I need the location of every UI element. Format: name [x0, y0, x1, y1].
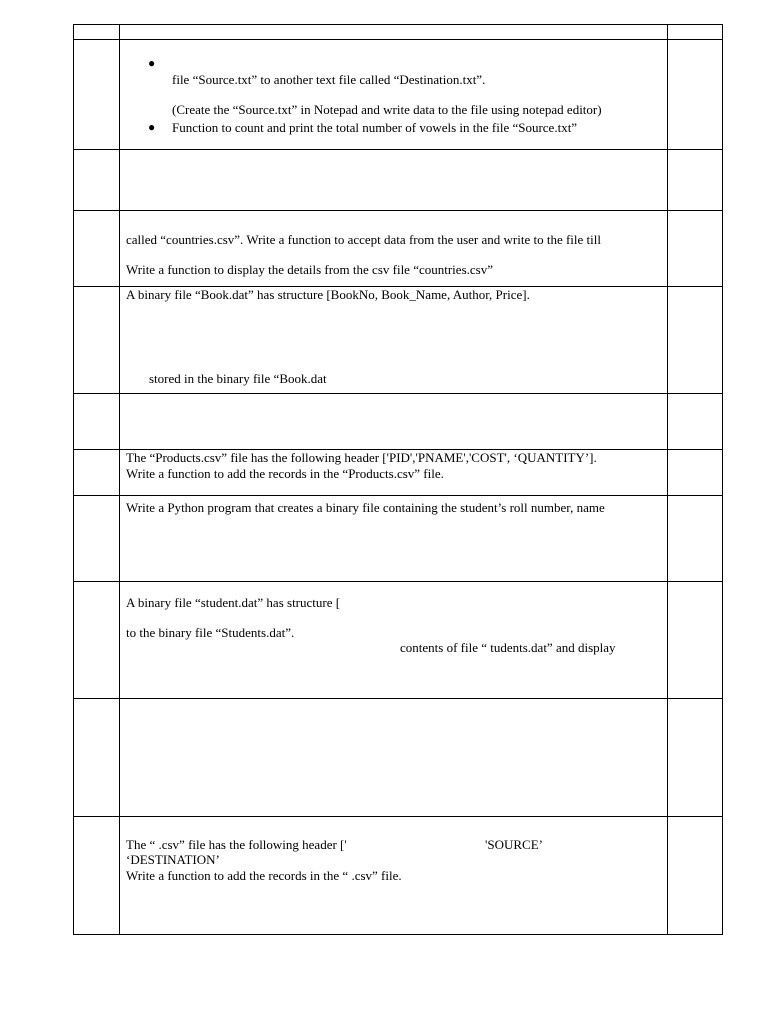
question-text: stored in the binary file “Book.dat: [149, 371, 327, 386]
question-text: called “countries.csv”. Write a function to accept data from the user and write to the file till: [126, 232, 601, 247]
table-column-divider-1: [119, 24, 120, 935]
question-text: 'SOURCE’: [485, 837, 543, 852]
table-row-divider: [73, 581, 723, 582]
table-border-top: [73, 24, 723, 25]
question-text: ‘DESTINATION’: [126, 852, 220, 867]
table-row-divider: [73, 393, 723, 394]
table-row-divider: [73, 149, 723, 150]
question-text: A binary file “Book.dat” has structure [BookNo, Book_Name, Author, Price].: [126, 287, 530, 302]
question-text: A binary file “student.dat” has structure [: [126, 595, 341, 610]
table-column-divider-2: [667, 24, 668, 935]
table-border-left: [73, 24, 74, 935]
table-row-divider: [73, 816, 723, 817]
question-text: The “Products.csv” file has the following header ['PID','PNAME','COST', ‘QUANTITY’].: [126, 450, 597, 465]
question-text: Write a Python program that creates a binary file containing the student’s roll number, name: [126, 500, 605, 515]
table-row-divider: [73, 698, 723, 699]
question-text: to the binary file “Students.dat”.: [126, 625, 295, 640]
table-row-divider: [73, 210, 723, 211]
table-border-right: [722, 24, 723, 935]
question-text: file “Source.txt” to another text file called “Destination.txt”.: [172, 72, 486, 87]
question-text: Write a function to add the records in the “Products.csv” file.: [126, 466, 444, 481]
question-text: The “ .csv” file has the following header [': [126, 837, 347, 852]
bullet-icon: ●: [148, 56, 156, 70]
question-text: Function to count and print the total number of vowels in the file “Source.txt”: [172, 120, 578, 135]
question-text: Write a function to add the records in the “ .csv” file.: [126, 868, 402, 883]
bullet-icon: ●: [148, 120, 156, 134]
question-text: contents of file “ tudents.dat” and display: [400, 640, 616, 655]
table-border-bottom: [73, 934, 723, 935]
table-row-divider: [73, 39, 723, 40]
table-row-divider: [73, 495, 723, 496]
question-text: (Create the “Source.txt” in Notepad and write data to the file using notepad editor): [172, 102, 602, 117]
question-text: Write a function to display the details from the csv file “countries.csv”: [126, 262, 493, 277]
